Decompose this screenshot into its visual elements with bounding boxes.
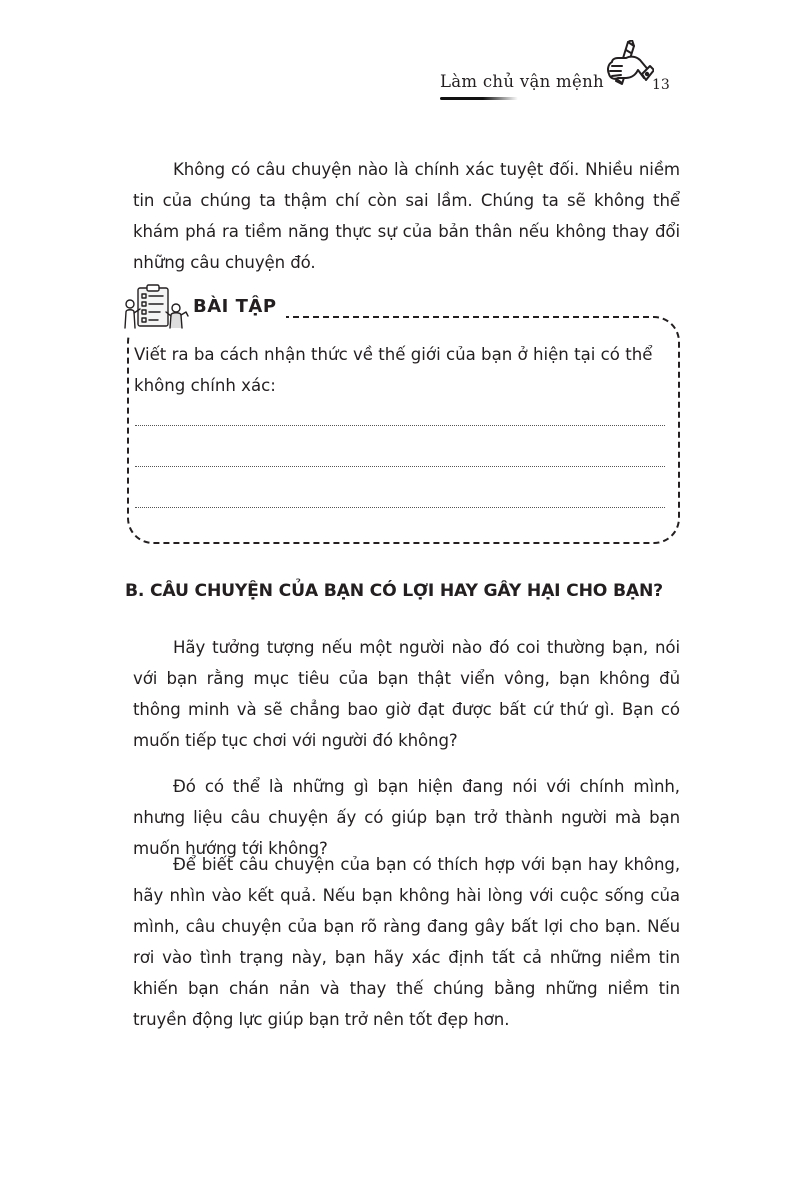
clipboard-checklist-icon [120, 282, 190, 330]
section-b-paragraph-1: Hãy tưởng tượng nếu một người nào đó coi thường bạn, nói với bạn rằng mục tiêu của bạn thật viển vông, bạn không đủ thông minh và sẽ chẳng bao giờ đạt được bất cứ thứ gì. Bạn có muốn tiếp tục chơi với người đó không? [133, 638, 680, 750]
section-b-paragraph-2: Đó có thể là những gì bạn hiện đang nói với chính mình, nhưng liệu câu chuyện ấy có giúp bạn trở thành người mà bạn muốn hướng tới không? [133, 777, 680, 858]
section-b-paragraph-3: Để biết câu chuyện của bạn có thích hợp với bạn hay không, hãy nhìn vào kết quả. Nếu bạn không hài lòng với cuộc sống của mình, câu chuyện của bạn rõ ràng đang gây bất lợi cho bạn. Nếu rơi vào tình trạng này, bạn hãy xác định tất cả những niềm tin khiến bạn chán nản và thay thế chúng bằng những niềm tin truyền động lực giúp bạn trở nên tốt đẹp hơn. [133, 855, 680, 1029]
section-b-heading: B. CÂU CHUYỆN CỦA BẠN CÓ LỢI HAY GÂY HẠI CHO BẠN? [125, 581, 663, 601]
answer-line-2[interactable] [135, 466, 665, 467]
answer-line-1[interactable] [135, 425, 665, 426]
answer-line-3[interactable] [135, 507, 665, 508]
exercise-title: BÀI TẬP [193, 296, 277, 317]
running-head-title: Làm chủ vận mệnh [440, 72, 604, 91]
page-number: 13 [652, 77, 670, 93]
intro-paragraph: Không có câu chuyện nào là chính xác tuyệt đối. Nhiều niềm tin của chúng ta thậm chí còn sai lầm. Chúng ta sẽ không thể khám phá ra tiềm năng thực sự của bản thân nếu không thay đổi những câu chuyện đó. [133, 160, 680, 272]
hand-holding-pencil-icon [604, 40, 654, 102]
running-head-underline [440, 97, 518, 100]
exercise-prompt: Viết ra ba cách nhận thức về thế giới của bạn ở hiện tại có thể không chính xác: [134, 345, 653, 395]
